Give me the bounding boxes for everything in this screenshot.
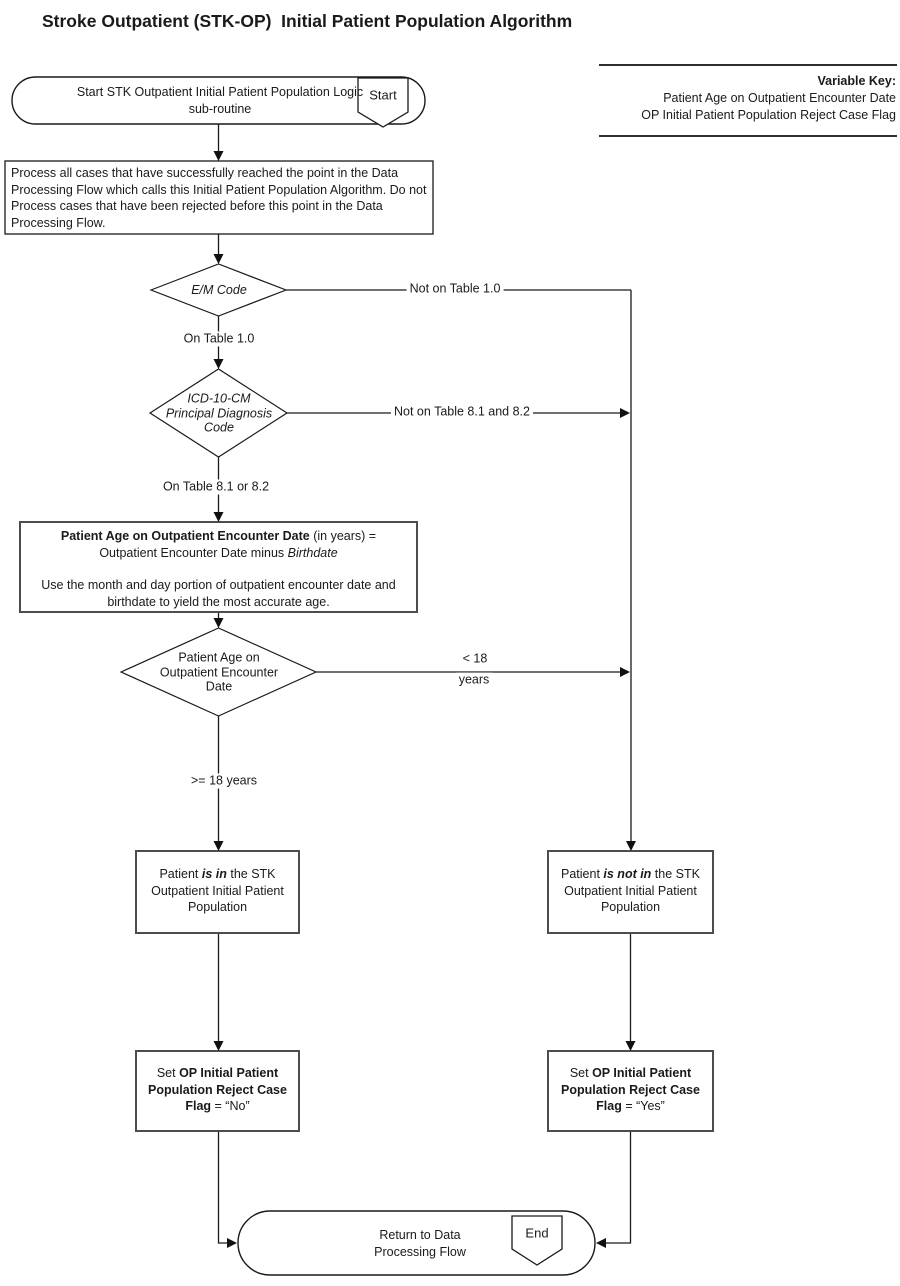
variable-key-item: OP Initial Patient Population Reject Case Flag: [641, 108, 896, 122]
age-calc-spacer: [24, 561, 413, 577]
edge-label-age-18-or-over: >= 18 years: [188, 774, 260, 789]
connector-set-yes-to-end: [604, 1131, 631, 1243]
edge-label-icd-on-table: On Table 8.1 or 8.2: [160, 480, 272, 495]
start-node-label: Start STK Outpatient Initial Patient Population Logic sub-routine: [76, 85, 364, 116]
arrowhead-into-em-diamond: [214, 254, 224, 264]
arrowhead-icd-branch-join: [620, 408, 630, 418]
arrowhead-into-end-right: [596, 1238, 606, 1248]
arrowhead-into-age-diamond: [214, 618, 224, 628]
process-box-text: Process all cases that have successfully reached the point in the Data Processing Flow which calls this Initial Patient Population Algorithm. Do not Process cases that have been rejected before this point in the Data Processing Flow.: [11, 166, 427, 230]
set-flag-yes-box-text: Set OP Initial Patient Population Reject Case Flag = “Yes”: [561, 1066, 700, 1113]
connector-set-no-to-end: [219, 1131, 230, 1243]
arrowhead-into-not-in-box: [626, 841, 636, 851]
edge-label-age-under18-line1: < 18: [462, 651, 488, 666]
variable-key-heading: Variable Key:: [817, 74, 896, 88]
arrowhead-into-end-left: [227, 1238, 237, 1248]
arrowhead-into-age-calc: [214, 512, 224, 522]
variable-key: [599, 64, 897, 137]
age-calc-line2: Outpatient Encounter Date minus Birthdate: [99, 545, 338, 560]
icd-diamond-label: ICD-10-CM Principal Diagnosis Code: [165, 391, 273, 435]
not-in-population-box-text: Patient is not in the STK Outpatient Initial Patient Population: [561, 867, 700, 914]
arrowhead-age-branch-join: [620, 667, 630, 677]
arrowhead-into-set-yes-box: [626, 1041, 636, 1051]
age-diamond-label: Patient Age on Outpatient Encounter Date: [159, 650, 279, 694]
in-population-box-text: Patient is in the STK Outpatient Initial Patient Population: [151, 867, 284, 914]
edge-label-em-on-table: On Table 1.0: [181, 332, 258, 347]
age-calc-box-text: [24, 528, 413, 610]
arrowhead-into-in-box: [214, 841, 224, 851]
age-calc-note: Use the month and day portion of outpatient encounter date and birthdate to yield the most accurate age.: [41, 578, 396, 609]
arrowhead-into-set-no-box: [214, 1041, 224, 1051]
variable-key-item: Patient Age on Outpatient Encounter Date: [663, 91, 896, 105]
start-tag-label: Start: [369, 87, 397, 103]
end-node-label: Return to Data Processing Flow: [374, 1228, 466, 1259]
arrowhead-into-process: [214, 151, 224, 161]
arrowhead-into-icd-diamond: [214, 359, 224, 369]
end-tag-label: End: [525, 1225, 549, 1241]
edge-label-icd-not-on-table: Not on Table 8.1 and 8.2: [391, 405, 533, 420]
edge-label-age-under18-line2: years: [456, 673, 493, 688]
page-title: Stroke Outpatient (STK-OP) Initial Patient Population Algorithm: [42, 11, 573, 31]
edge-label-em-not-on-table: Not on Table 1.0: [407, 282, 504, 297]
em-code-diamond-label: E/M Code: [191, 282, 247, 297]
set-flag-no-box-text: Set OP Initial Patient Population Reject Case Flag = “No”: [148, 1066, 287, 1113]
age-calc-line1: Patient Age on Outpatient Encounter Date (in years) =: [60, 529, 377, 543]
